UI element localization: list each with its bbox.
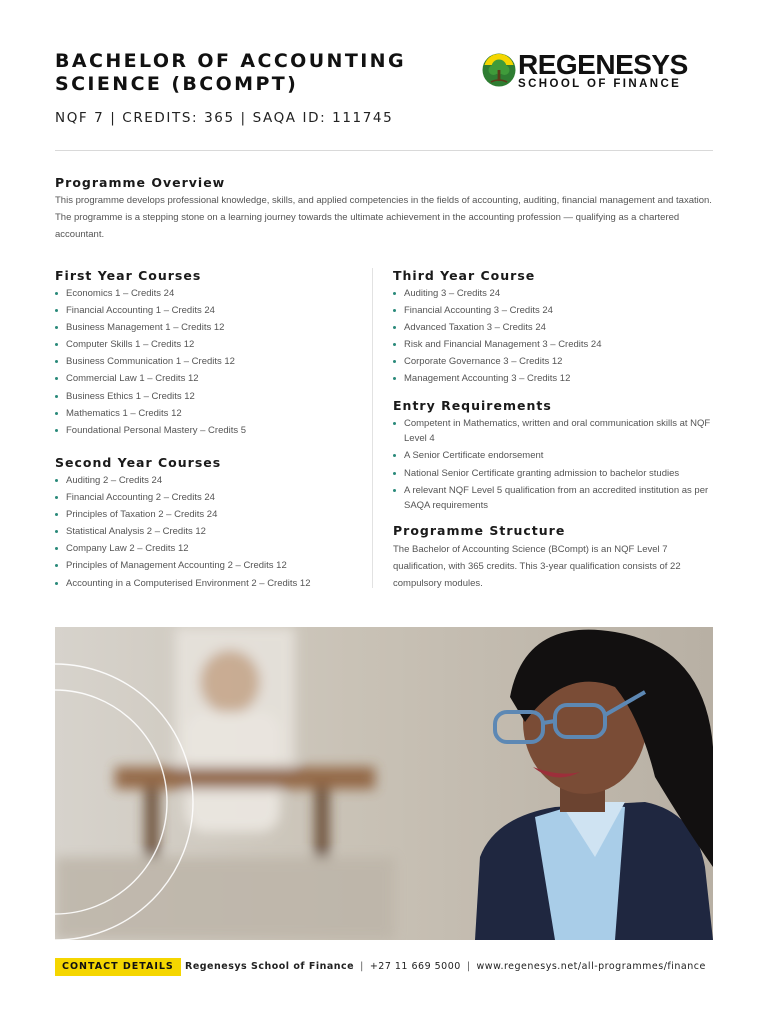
bullet-icon [393, 292, 396, 295]
footer-org: Regenesys School of Finance [185, 961, 355, 972]
footer-phone[interactable]: +27 11 669 5000 [369, 961, 461, 972]
list-item: Principles of Taxation 2 – Credits 24 [55, 506, 365, 523]
column-divider [372, 268, 373, 588]
bullet-icon [55, 496, 58, 499]
bullet-icon [393, 343, 396, 346]
list-item: Company Law 2 – Credits 12 [55, 540, 365, 557]
list-item: Financial Accounting 1 – Credits 24 [55, 302, 365, 319]
hero-photo [55, 627, 713, 940]
bullet-icon [393, 360, 396, 363]
list-item: Commercial Law 1 – Credits 12 [55, 370, 365, 387]
list-item: Advanced Taxation 3 – Credits 24 [393, 319, 713, 336]
footer-website-link[interactable]: www.regenesys.net/all-programmes/finance [476, 961, 706, 972]
third-year-heading: Third Year Course [393, 268, 536, 283]
list-item: Auditing 2 – Credits 24 [55, 472, 365, 489]
student-photo-illustration [55, 627, 713, 940]
bullet-icon [55, 582, 58, 585]
list-item: Computer Skills 1 – Credits 12 [55, 336, 365, 353]
first-year-list [55, 285, 365, 439]
bullet-icon [55, 343, 58, 346]
bullet-icon [55, 479, 58, 482]
list-item: Business Ethics 1 – Credits 12 [55, 388, 365, 405]
programme-structure-heading: Programme Structure [393, 523, 566, 538]
entry-requirements-heading: Entry Requirements [393, 398, 552, 413]
bullet-icon [55, 530, 58, 533]
page-title: BACHELOR OF ACCOUNTING SCIENCE (BCOMPT) [55, 50, 406, 95]
list-item: Competent in Mathematics, written and oral communication skills at NQF Level 4 [393, 416, 711, 446]
footer-info [185, 958, 706, 976]
bullet-icon [55, 412, 58, 415]
footer-separator: | [360, 961, 364, 972]
list-item: Financial Accounting 2 – Credits 24 [55, 489, 365, 506]
bullet-icon [393, 422, 396, 425]
bullet-icon [393, 472, 396, 475]
second-year-heading: Second Year Courses [55, 455, 222, 470]
first-year-heading: First Year Courses [55, 268, 202, 283]
list-item: A Senior Certificate endorsement [393, 448, 711, 463]
list-item: Corporate Governance 3 – Credits 12 [393, 353, 713, 370]
entry-requirements-list [393, 416, 711, 516]
third-year-list [393, 285, 713, 388]
list-item: National Senior Certificate granting admission to bachelor studies [393, 466, 711, 481]
list-item: Statistical Analysis 2 – Credits 12 [55, 523, 365, 540]
bullet-icon [55, 377, 58, 380]
bullet-icon [55, 326, 58, 329]
bullet-icon [393, 489, 396, 492]
bullet-icon [393, 326, 396, 329]
list-item: Mathematics 1 – Credits 12 [55, 405, 365, 422]
overview-heading: Programme Overview [55, 175, 226, 190]
list-item: A relevant NQF Level 5 qualification from an accredited institution as per SAQA requirements [393, 483, 711, 513]
overview-text: This programme develops professional knowledge, skills, and applied competencies in the fields of accounting, auditing, financial management and taxation. The programme is a stepping stone on a learning journey towards the ultimate achievement in the accounting profession — qualifying as a chartered accountant. [55, 195, 712, 240]
regenesys-logo [482, 49, 714, 92]
contact-details-badge: CONTACT DETAILS [55, 958, 181, 976]
programme-meta: NQF 7 | CREDITS: 365 | SAQA ID: 111745 [55, 110, 394, 126]
bullet-icon [393, 454, 396, 457]
list-item: Foundational Personal Mastery – Credits 5 [55, 422, 365, 439]
footer-contact [55, 958, 715, 976]
list-item: Accounting in a Computerised Environment 2 – Credits 12 [55, 575, 365, 592]
logo-tagline: SCHOOL OF FINANCE [518, 78, 682, 90]
bullet-icon [55, 360, 58, 363]
bullet-icon [55, 564, 58, 567]
bullet-icon [55, 547, 58, 550]
footer-separator: | [466, 961, 471, 972]
bullet-icon [55, 292, 58, 295]
programme-structure-text: The Bachelor of Accounting Science (BCompt) is an NQF Level 7 qualification, with 365 credits. This 3-year qualification consists of 22 compulsory modules. [393, 544, 681, 589]
list-item: Business Management 1 – Credits 12 [55, 319, 365, 336]
header-divider [55, 150, 713, 151]
list-item: Management Accounting 3 – Credits 12 [393, 370, 713, 387]
second-year-list [55, 472, 365, 592]
bullet-icon [393, 309, 396, 312]
list-item: Principles of Management Accounting 2 – Credits 12 [55, 557, 365, 574]
bullet-icon [393, 377, 396, 380]
bullet-icon [55, 395, 58, 398]
bullet-icon [55, 429, 58, 432]
list-item: Economics 1 – Credits 24 [55, 285, 365, 302]
list-item: Auditing 3 – Credits 24 [393, 285, 713, 302]
bullet-icon [55, 513, 58, 516]
logo-name: REGENESYS [518, 49, 688, 80]
bullet-icon [55, 309, 58, 312]
list-item: Financial Accounting 3 – Credits 24 [393, 302, 713, 319]
list-item: Business Communication 1 – Credits 12 [55, 353, 365, 370]
tree-emblem-icon [482, 52, 516, 89]
list-item: Risk and Financial Management 3 – Credits 24 [393, 336, 713, 353]
